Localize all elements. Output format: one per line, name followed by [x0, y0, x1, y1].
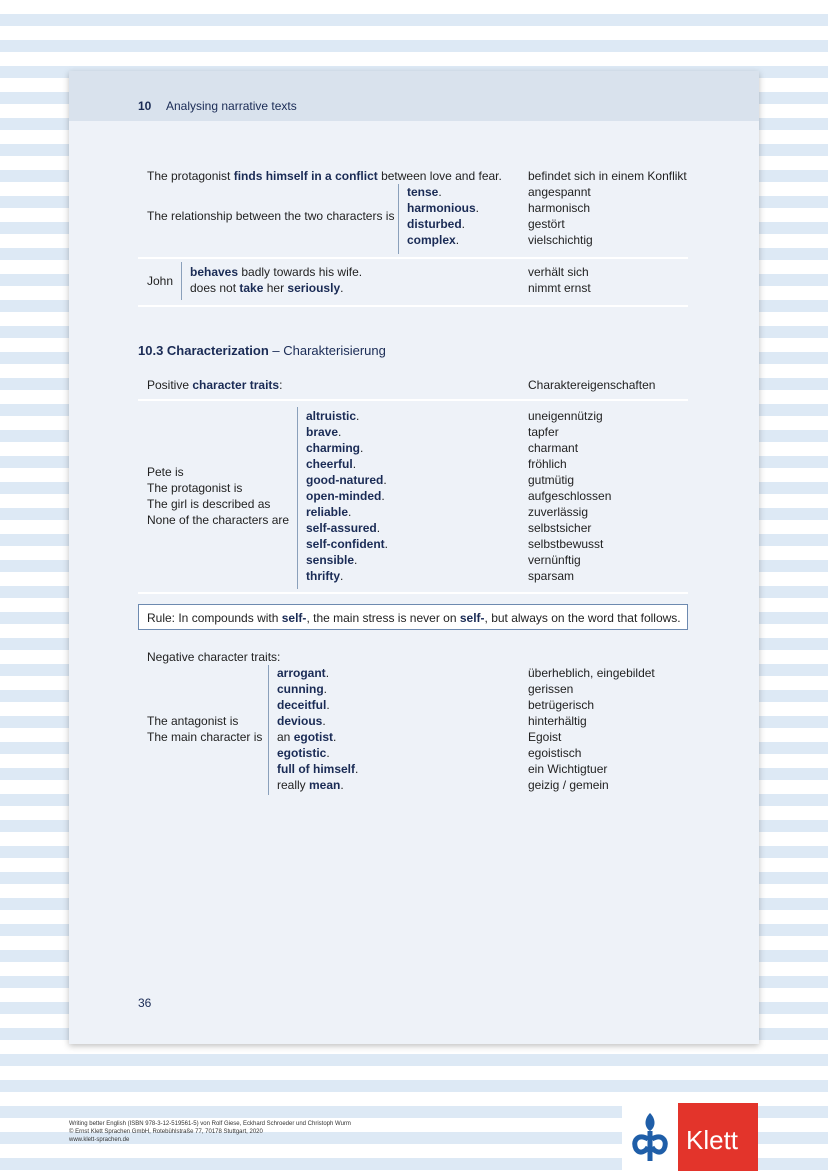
relationship-translation: harmonisch [528, 201, 591, 215]
negative-subject: The antagonist is [147, 714, 239, 728]
row-separator [138, 257, 688, 259]
negative-trait: arrogant. [277, 666, 330, 680]
positive-translation: sparsam [528, 569, 575, 583]
negative-trait: really mean. [277, 778, 344, 792]
relationship-translation: vielschichtig [528, 233, 593, 247]
rule-box [138, 604, 688, 630]
negative-translation: hinterhältig [528, 714, 587, 728]
john-line-2: does not take her seriously. [190, 281, 344, 295]
negative-translation: ein Wichtigtuer [528, 762, 608, 776]
negative-subject: The main character is [147, 730, 263, 744]
positive-translation: selbstbewusst [528, 537, 604, 551]
negative-translation: betrügerisch [528, 698, 595, 712]
positive-trait: charming. [306, 441, 364, 455]
relationship-option: harmonious. [407, 201, 480, 215]
positive-translation: zuverlässig [528, 505, 589, 519]
copyright-footer: Writing better English (ISBN 978-3-12-519561-5) von Rolf Giese, Eckhard Schroeder und Christoph Wurm © Ernst Klett Sprachen GmbH, Rotebühlstraße 77, 70178 Stuttgart, 2020 www.klett-sprachen.de [69, 1121, 351, 1143]
positive-trait: cheerful. [306, 457, 357, 471]
positive-translation: tapfer [528, 425, 559, 439]
positive-trait: brave. [306, 425, 342, 439]
relationship-option: complex. [407, 233, 460, 247]
relationship-translation: gestört [528, 217, 565, 231]
negative-translation: geizig / gemein [528, 778, 609, 792]
negative-trait: deceitful. [277, 698, 330, 712]
negative-translation: Egoist [528, 730, 562, 744]
row-separator [138, 305, 688, 307]
divider-line [398, 184, 399, 254]
positive-subject: The protagonist is [147, 481, 243, 495]
klett-emblem-icon [622, 1103, 678, 1171]
divider-line [297, 407, 298, 589]
conflict-translation: befindet sich in einem Konflikt [528, 169, 687, 183]
positive-heading: Positive character traits: [147, 378, 283, 392]
relationship-subject: The relationship between the two characters is [147, 209, 395, 223]
negative-trait: egotistic. [277, 746, 330, 760]
john-subject: John [147, 274, 174, 288]
klett-logo [622, 1103, 758, 1171]
positive-translation: gutmütig [528, 473, 575, 487]
positive-heading-translation: Charaktereigenschaften [528, 378, 656, 392]
positive-translation: fröhlich [528, 457, 567, 471]
row-separator [138, 399, 688, 401]
positive-trait: good-natured. [306, 473, 387, 487]
chapter-title: Analysing narrative texts [166, 99, 297, 113]
negative-translation: überheblich, eingebildet [528, 666, 655, 680]
positive-translation: selbstsicher [528, 521, 592, 535]
john-line-1: behaves badly towards his wife. [190, 265, 363, 279]
positive-subject: Pete is [147, 465, 184, 479]
divider-line [268, 665, 269, 795]
section-title: 10.3 Characterization – Charakterisierung [138, 343, 386, 358]
rule-text: Rule: In compounds with self-, the main stress is never on self-, but always on the word that follows. [147, 611, 681, 625]
positive-subject: None of the characters are [147, 513, 290, 527]
negative-trait: devious. [277, 714, 326, 728]
negative-heading: Negative character traits: [147, 650, 281, 664]
positive-translation: aufgeschlossen [528, 489, 612, 503]
positive-trait: thrifty. [306, 569, 344, 583]
negative-trait: an egotist. [277, 730, 337, 744]
positive-trait: altruistic. [306, 409, 360, 423]
negative-trait: cunning. [277, 682, 328, 696]
chapter-number: 10 [138, 99, 152, 113]
negative-trait: full of himself. [277, 762, 359, 776]
conflict-sentence: The protagonist finds himself in a conflict between love and fear. [147, 169, 502, 183]
positive-trait: sensible. [306, 553, 358, 567]
relationship-translation: angespannt [528, 185, 591, 199]
book-page [69, 71, 759, 1044]
positive-translation: vernünftig [528, 553, 581, 567]
positive-trait: reliable. [306, 505, 352, 519]
positive-trait: self-assured. [306, 521, 381, 535]
john-translation-1: verhält sich [528, 265, 589, 279]
relationship-option: tense. [407, 185, 442, 199]
page-header [69, 71, 759, 121]
positive-translation: charmant [528, 441, 579, 455]
relationship-option: disturbed. [407, 217, 466, 231]
page-number: 36 [138, 996, 152, 1010]
positive-trait: open-minded. [306, 489, 385, 503]
john-translation-2: nimmt ernst [528, 281, 591, 295]
negative-translation: gerissen [528, 682, 574, 696]
positive-trait: self-confident. [306, 537, 389, 551]
positive-translation: uneigennützig [528, 409, 603, 423]
negative-translation: egoistisch [528, 746, 582, 760]
row-separator [138, 592, 688, 594]
positive-subject: The girl is described as [147, 497, 271, 511]
logo-text: Klett [686, 1125, 739, 1155]
divider-line [181, 262, 182, 300]
